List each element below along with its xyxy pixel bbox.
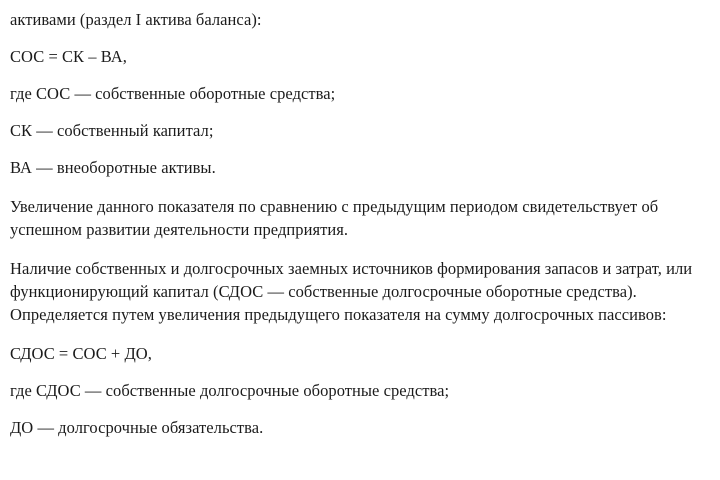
formula-sdos: СДОС = СОС + ДО, [10, 344, 152, 363]
formula-sos: СОС = СК – ВА, [10, 47, 127, 66]
definition-sos: где СОС — собственные оборотные средства; [10, 84, 336, 103]
paragraph-continuation: активами (раздел I актива баланса): [10, 10, 262, 29]
definition-va: ВА — внеоборотные активы. [10, 158, 216, 177]
definition-sk: СК — собственный капитал; [10, 121, 214, 140]
paragraph-long-term-sources: Наличие собственных и долгосрочных заемных источников формирования запасов и затрат, или функционирующий капитал (СДОС — собственные долгосрочные оборотные средства). Определяется путем увеличения предыдущего показателя на сумму долгосрочных пассивов: [10, 259, 693, 324]
paragraph-increase-indicator: Увеличение данного показателя по сравнению с предыдущим периодом свидетельствует об успешном развитии деятельности предприятия. [10, 197, 659, 239]
definition-sdos: где СДОС — собственные долгосрочные оборотные средства; [10, 381, 450, 400]
definition-do: ДО — долгосрочные обязательства. [10, 418, 264, 437]
